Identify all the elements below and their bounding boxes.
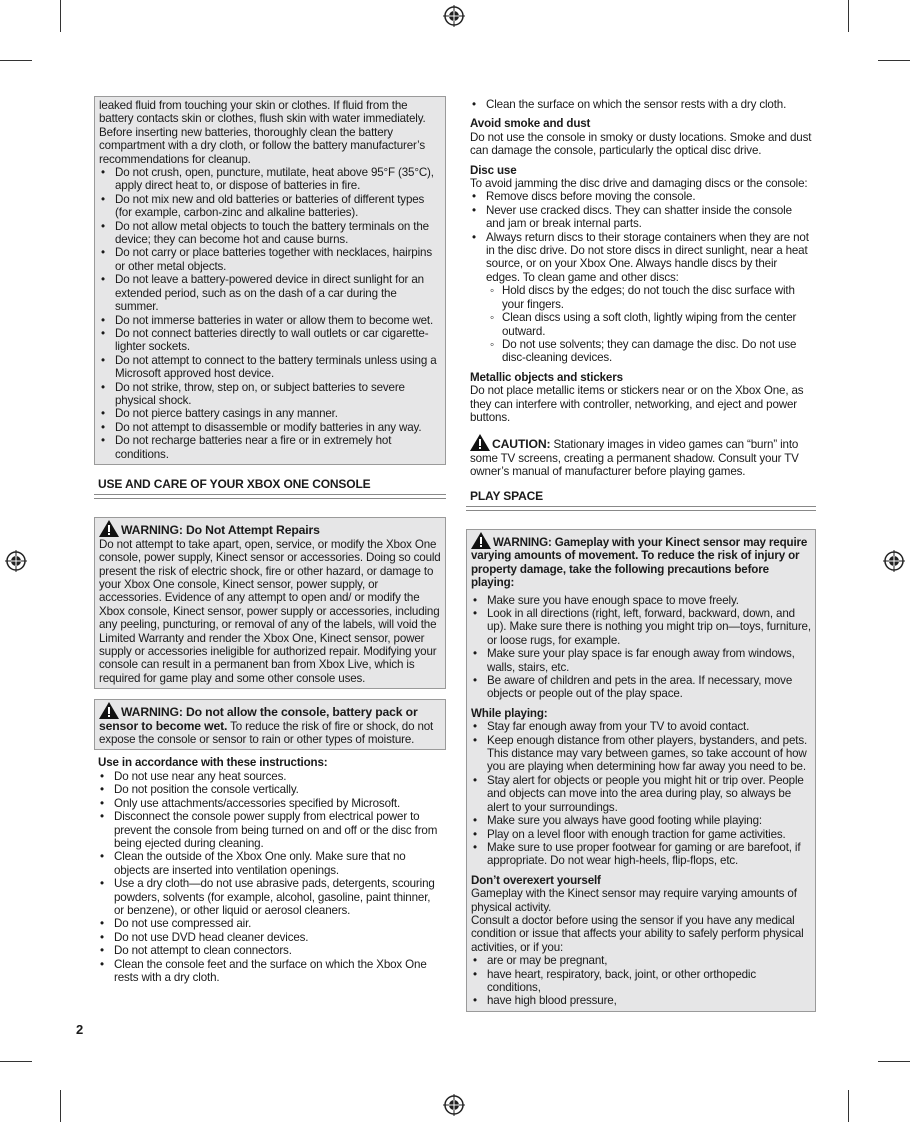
repairs-warning-title: [99, 520, 441, 537]
list-item: • Clean the surface on which the sensor rests with a dry cloth.: [470, 98, 812, 111]
page-number: 2: [76, 1022, 84, 1037]
list-item: • Never use cracked discs. They can shatter inside the console and jam or break internal parts.: [470, 204, 812, 231]
list-item: • Do not attempt to disassemble or modify batteries in any way.: [99, 421, 441, 434]
overexert-body-2: Consult a doctor before using the sensor if you have any medical condition or issue that affects your ability to safely perform physical activities, or if you:: [471, 913, 804, 954]
list-item: ◦ Hold discs by the edges; do not touch the disc surface with your fingers.: [470, 284, 812, 311]
list-item: • Do not leave a battery-powered device in direct sunlight for an extended period, such as on the dash of a car during the summer.: [99, 273, 441, 313]
wet-warning-title: WARNING: Do not allow the console, battery pack or sensor to become wet.: [99, 705, 418, 733]
battery-intro: leaked fluid from touching your skin or clothes. If fluid from the battery contacts skin or clothes, flush skin with water immediately. Before inserting new batteries, thoroughly clean the battery compartment with a dry cloth, or follow the battery manufacturer’s recommendations for cleanup.: [99, 99, 426, 166]
left-column: [94, 96, 446, 984]
smoke-heading: Avoid smoke and dust: [470, 117, 591, 131]
play-warning: [471, 532, 811, 590]
list-item: • Do not connect batteries directly to wall outlets or car cigarette-lighter sockets.: [99, 327, 441, 354]
list-item: • Use a dry cloth—do not use abrasive pads, detergents, scouring powders, solvents (for example, alcohol, gasoline, paint thinner, or benzene), or other liquid or aerosol cleaners.: [98, 877, 442, 917]
list-item: • Do not allow metal objects to touch the battery terminals on the device; they can become hot and cause burns.: [99, 220, 441, 247]
list-item: • Do not immerse batteries in water or allow them to become wet.: [99, 314, 441, 327]
use-list: [98, 770, 442, 985]
crop-mark-top-left: [60, 0, 61, 32]
list-item: • have high blood pressure,: [471, 994, 811, 1007]
list-item: • Remove discs before moving the console.: [470, 190, 812, 203]
crop-mark-bottom-right: [848, 1090, 849, 1122]
repairs-warning-body: Do not attempt to take apart, open, service, or modify the Xbox One console, power supply, Kinect sensor or accessories. Doing so could present the risk of electric shock, fire or other hazard, or damage to your Xbox One console, Kinect sensor, power supply, or accessories. Evidence of any attempt to open and/ or modify the Xbox console, Kinect sensor, power supply or accessories, including any peeling, puncturing, or removal of any of the labels, will void the Limited Warranty and render the Xbox One, Kinect sensor, power supply or accessories ineligible for authorized repair. Modifying your console can result in a permanent ban from Xbox Live, which is required for game play and some other console uses.: [99, 537, 441, 685]
battery-warning-box: [94, 96, 446, 465]
list-item: • Look in all directions (right, left, forward, backward, down, and up). Make sure there is nothing you might trip on—toys, furniture, or loose rugs, for example.: [471, 607, 811, 647]
caution-text: [470, 434, 812, 478]
play-warning-text: WARNING: Gameplay with your Kinect sensor may require varying amounts of movement. To reduce the risk of injury or property damage, take the following precautions before playing:: [471, 535, 808, 590]
crop-mark-top-right-h: [878, 60, 910, 61]
sensor-clean-list: [470, 98, 812, 111]
warning-icon: [99, 520, 119, 537]
play-list: [471, 594, 811, 701]
overexert-list: [471, 954, 811, 1008]
use-heading: Use in accordance with these instructions:: [98, 756, 328, 770]
list-item: • Only use attachments/accessories specified by Microsoft.: [98, 797, 442, 810]
crop-mark-bottom-right-h: [878, 1061, 910, 1062]
list-item: • Play on a level floor with enough traction for game activities.: [471, 828, 811, 841]
play-space-box: [466, 529, 816, 1012]
registration-mark-right-icon: [883, 550, 905, 572]
caution-body: Stationary images in video games can “burn” into some TV screens, creating a permanent shadow. Consult your TV owner’s manual of manufacturer before playing games.: [470, 438, 799, 479]
wet-warning-body: To reduce the risk of fire or shock, do not expose the console or sensor to rain or other types of moisture.: [99, 719, 434, 747]
section-title-play-space: PLAY SPACE: [466, 489, 816, 507]
list-item: • Do not use DVD head cleaner devices.: [98, 931, 442, 944]
list-item: • Keep enough distance from other players, bystanders, and pets. This distance may vary between games, so take account of how you are playing when determining how far away you need to be.: [471, 734, 811, 774]
wet-warning-text: [99, 702, 441, 746]
metal-heading: Metallic objects and stickers: [470, 370, 623, 384]
registration-mark-bottom-icon: [443, 1094, 465, 1116]
list-item: • Do not crush, open, puncture, mutilate, heat above 95°F (35°C), apply direct heat to, or dispose of batteries in fire.: [99, 166, 441, 193]
list-item: • Disconnect the console power supply from electrical power to prevent the console from being turned on and off or the disc from being ejected during cleaning.: [98, 810, 442, 850]
list-item: • have heart, respiratory, back, joint, or other orthopedic conditions,: [471, 968, 811, 995]
section-title-use-and-care: USE AND CARE OF YOUR XBOX ONE CONSOLE: [94, 477, 446, 495]
registration-mark-left-icon: [5, 550, 27, 572]
overexert-heading: Don’t overexert yourself: [471, 873, 601, 887]
smoke-body: Do not use the console in smoky or dusty locations. Smoke and dust can damage the console, particularly the optical disc drive.: [470, 130, 812, 158]
right-column: [466, 98, 816, 1012]
list-item: • Stay alert for objects or people you might hit or trip over. People and objects can move into the area during play, so always be alert to your surroundings.: [471, 774, 811, 814]
list-item: • Be aware of children and pets in the area. If necessary, move objects or people out of the play space.: [471, 674, 811, 701]
disc-heading: Disc use: [470, 163, 517, 177]
warning-icon: [470, 434, 490, 451]
crop-mark-top-left-h: [0, 60, 32, 61]
list-item: • Do not use compressed air.: [98, 917, 442, 930]
list-item: • Do not attempt to clean connectors.: [98, 944, 442, 957]
list-item: • Do not position the console vertically.: [98, 783, 442, 796]
list-item: • Do not strike, throw, step on, or subject batteries to severe physical shock.: [99, 381, 441, 408]
list-item: ◦ Do not use solvents; they can damage the disc. Do not use disc-cleaning devices.: [470, 338, 812, 365]
list-item: • Do not attempt to connect to the battery terminals unless using a Microsoft approved host device.: [99, 354, 441, 381]
list-item: • Do not carry or place batteries together with necklaces, hairpins or other metal objects.: [99, 246, 441, 273]
list-item: • Make sure to use proper footwear for gaming or are barefoot, if appropriate. Do not wear high-heels, flip-flops, etc.: [471, 841, 811, 868]
repairs-warning-box: [94, 517, 446, 689]
battery-list: [99, 166, 441, 461]
disc-sublist: [470, 284, 812, 364]
list-item: • Clean the console feet and the surface on which the Xbox One rests with a dry cloth.: [98, 958, 442, 985]
wet-warning-box: [94, 699, 446, 750]
list-item: • are or may be pregnant,: [471, 954, 811, 967]
list-item: • Do not use near any heat sources.: [98, 770, 442, 783]
warning-icon: [99, 702, 119, 719]
crop-mark-top-right: [848, 0, 849, 32]
list-item: • Do not recharge batteries near a fire or in extremely hot conditions.: [99, 434, 441, 461]
list-item: • Make sure your play space is far enough away from windows, walls, stairs, etc.: [471, 647, 811, 674]
list-item: • Stay far enough away from your TV to avoid contact.: [471, 720, 811, 733]
while-playing-heading: While playing:: [471, 706, 548, 720]
caution-label: CAUTION:: [492, 437, 551, 452]
list-item: • Clean the outside of the Xbox One only. Make sure that no objects are inserted into ventilation openings.: [98, 850, 442, 877]
list-item: ◦ Clean discs using a soft cloth, lightly wiping from the center outward.: [470, 311, 812, 338]
warning-icon: [471, 532, 491, 549]
registration-mark-top-icon: [443, 5, 465, 27]
list-item: • Make sure you always have good footing while playing:: [471, 814, 811, 827]
crop-mark-bottom-left: [60, 1090, 61, 1122]
list-item: • Always return discs to their storage containers when they are not in the disc drive. Do not store discs in direct sunlight, near a heat source, or on your Xbox One. Always handle discs by their edges. To clean game and other discs:: [470, 231, 812, 285]
list-item: • Do not pierce battery casings in any manner.: [99, 407, 441, 420]
while-playing-list: [471, 720, 811, 867]
crop-mark-bottom-left-h: [0, 1061, 32, 1062]
metal-body: Do not place metallic items or stickers near or on the Xbox One, as they can interfere with controller, networking, and eject and power buttons.: [470, 384, 804, 424]
disc-intro: To avoid jamming the disc drive and damaging discs or the console:: [470, 177, 808, 191]
overexert-body-1: Gameplay with the Kinect sensor may require varying amounts of physical activity.: [471, 887, 797, 914]
list-item: • Do not mix new and old batteries or batteries of different types (for example, carbon-zinc and alkaline batteries).: [99, 193, 441, 220]
list-item: • Make sure you have enough space to move freely.: [471, 594, 811, 607]
disc-list: [470, 190, 812, 284]
repairs-title-text: WARNING: Do Not Attempt Repairs: [121, 523, 320, 538]
